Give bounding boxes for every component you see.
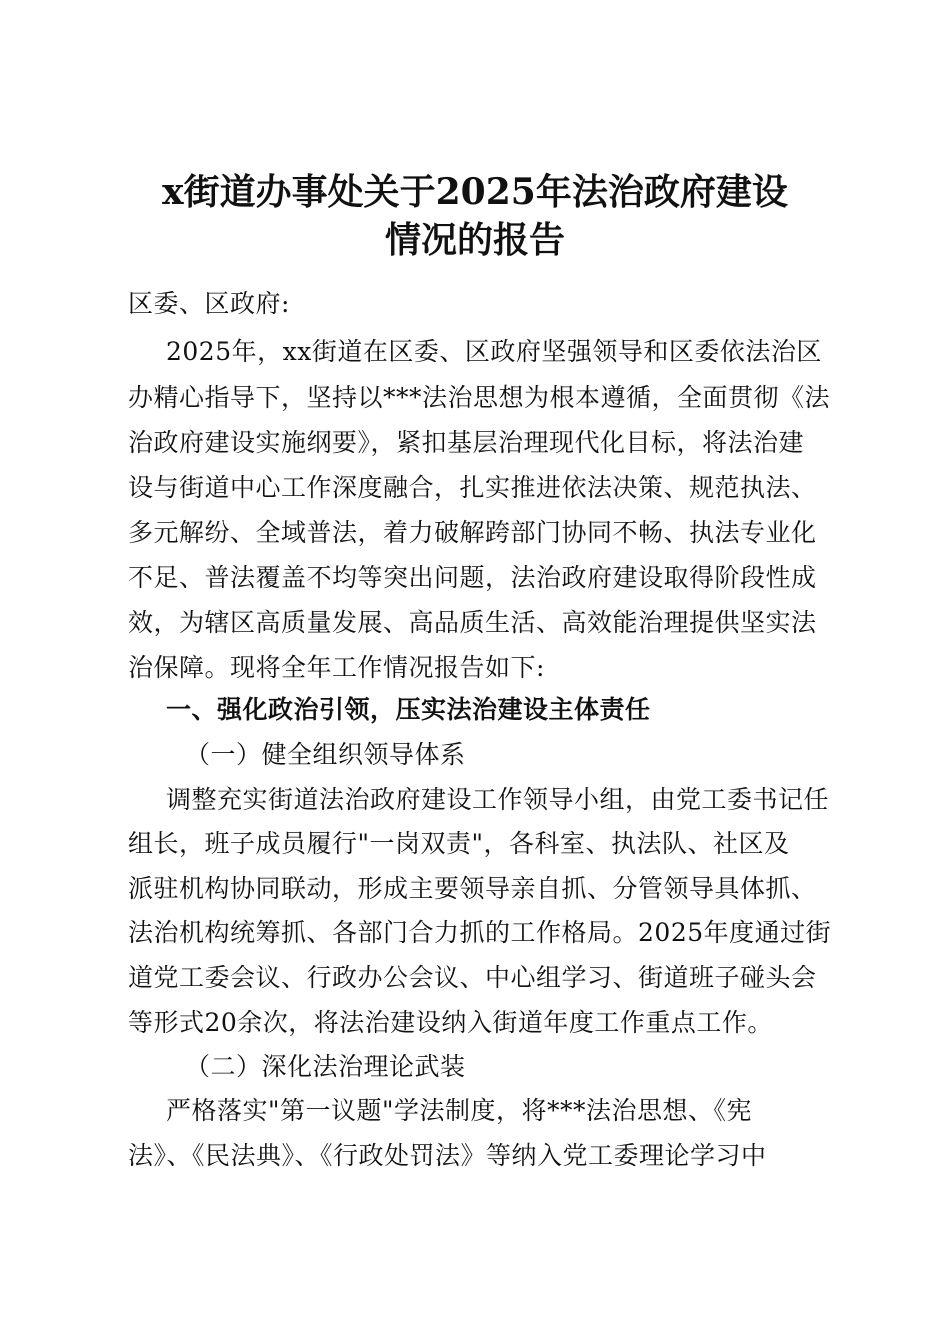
subsection-2-line: 法》、《民法典》、《行政处罚法》等纳入党工委理论学习中 <box>128 1141 767 1170</box>
intro-line: 效，为辖区高质量发展、高品质生活、高效能治理提供坚实法 <box>128 608 817 637</box>
subsection-1-line: 组长，班子成员履行"一岗双责"，各科室、执法队、社区及 <box>128 829 790 858</box>
intro-line: 治保障。现将全年工作情况报告如下: <box>128 653 545 682</box>
subsection-2-heading: （二）深化法治理论武装 <box>185 1052 466 1081</box>
intro-line: 办精心指导下，坚持以***法治思想为根本遵循，全面贯彻《法 <box>128 383 831 412</box>
subsection-1-line: 等形式20余次，将法治建设纳入街道年度工作重点工作。 <box>128 1008 773 1037</box>
subsection-1-line: 法治机构统筹抓、各部门合力抓的工作格局。2025年度通过街 <box>128 918 832 947</box>
salutation: 区委、区政府: <box>128 289 290 318</box>
subsection-1-line: 道党工委会议、行政办公会议、中心组学习、街道班子碰头会 <box>128 963 817 992</box>
section-1-heading: 一、强化政治引领，压实法治建设主体责任 <box>166 695 651 724</box>
intro-line: 多元解纷、全域普法，着力破解跨部门协同不畅、执法专业化 <box>128 518 817 547</box>
subsection-1-heading: （一）健全组织领导体系 <box>185 740 466 769</box>
intro-line: 2025年，xx街道在区委、区政府坚强领导和区委依法治区 <box>166 337 822 366</box>
intro-line: 不足、普法覆盖不均等突出问题，法治政府建设取得阶段性成 <box>128 563 817 592</box>
title-line-1: x街道办事处关于2025年法治政府建设 <box>162 171 788 213</box>
subsection-1-line: 调整充实街道法治政府建设工作领导小组，由党工委书记任 <box>166 785 830 814</box>
intro-line: 治政府建设实施纲要》，紧扣基层治理现代化目标，将法治建 <box>128 428 805 457</box>
title-line-2: 情况的报告 <box>384 219 565 261</box>
subsection-2-line: 严格落实"第一议题"学法制度，将***法治思想、《宪 <box>166 1096 752 1125</box>
intro-line: 设与街道中心工作深度融合，扎实推进依法决策、规范执法、 <box>128 473 817 502</box>
subsection-1-line: 派驻机构协同联动，形成主要领导亲自抓、分管领导具体抓、 <box>128 874 817 903</box>
